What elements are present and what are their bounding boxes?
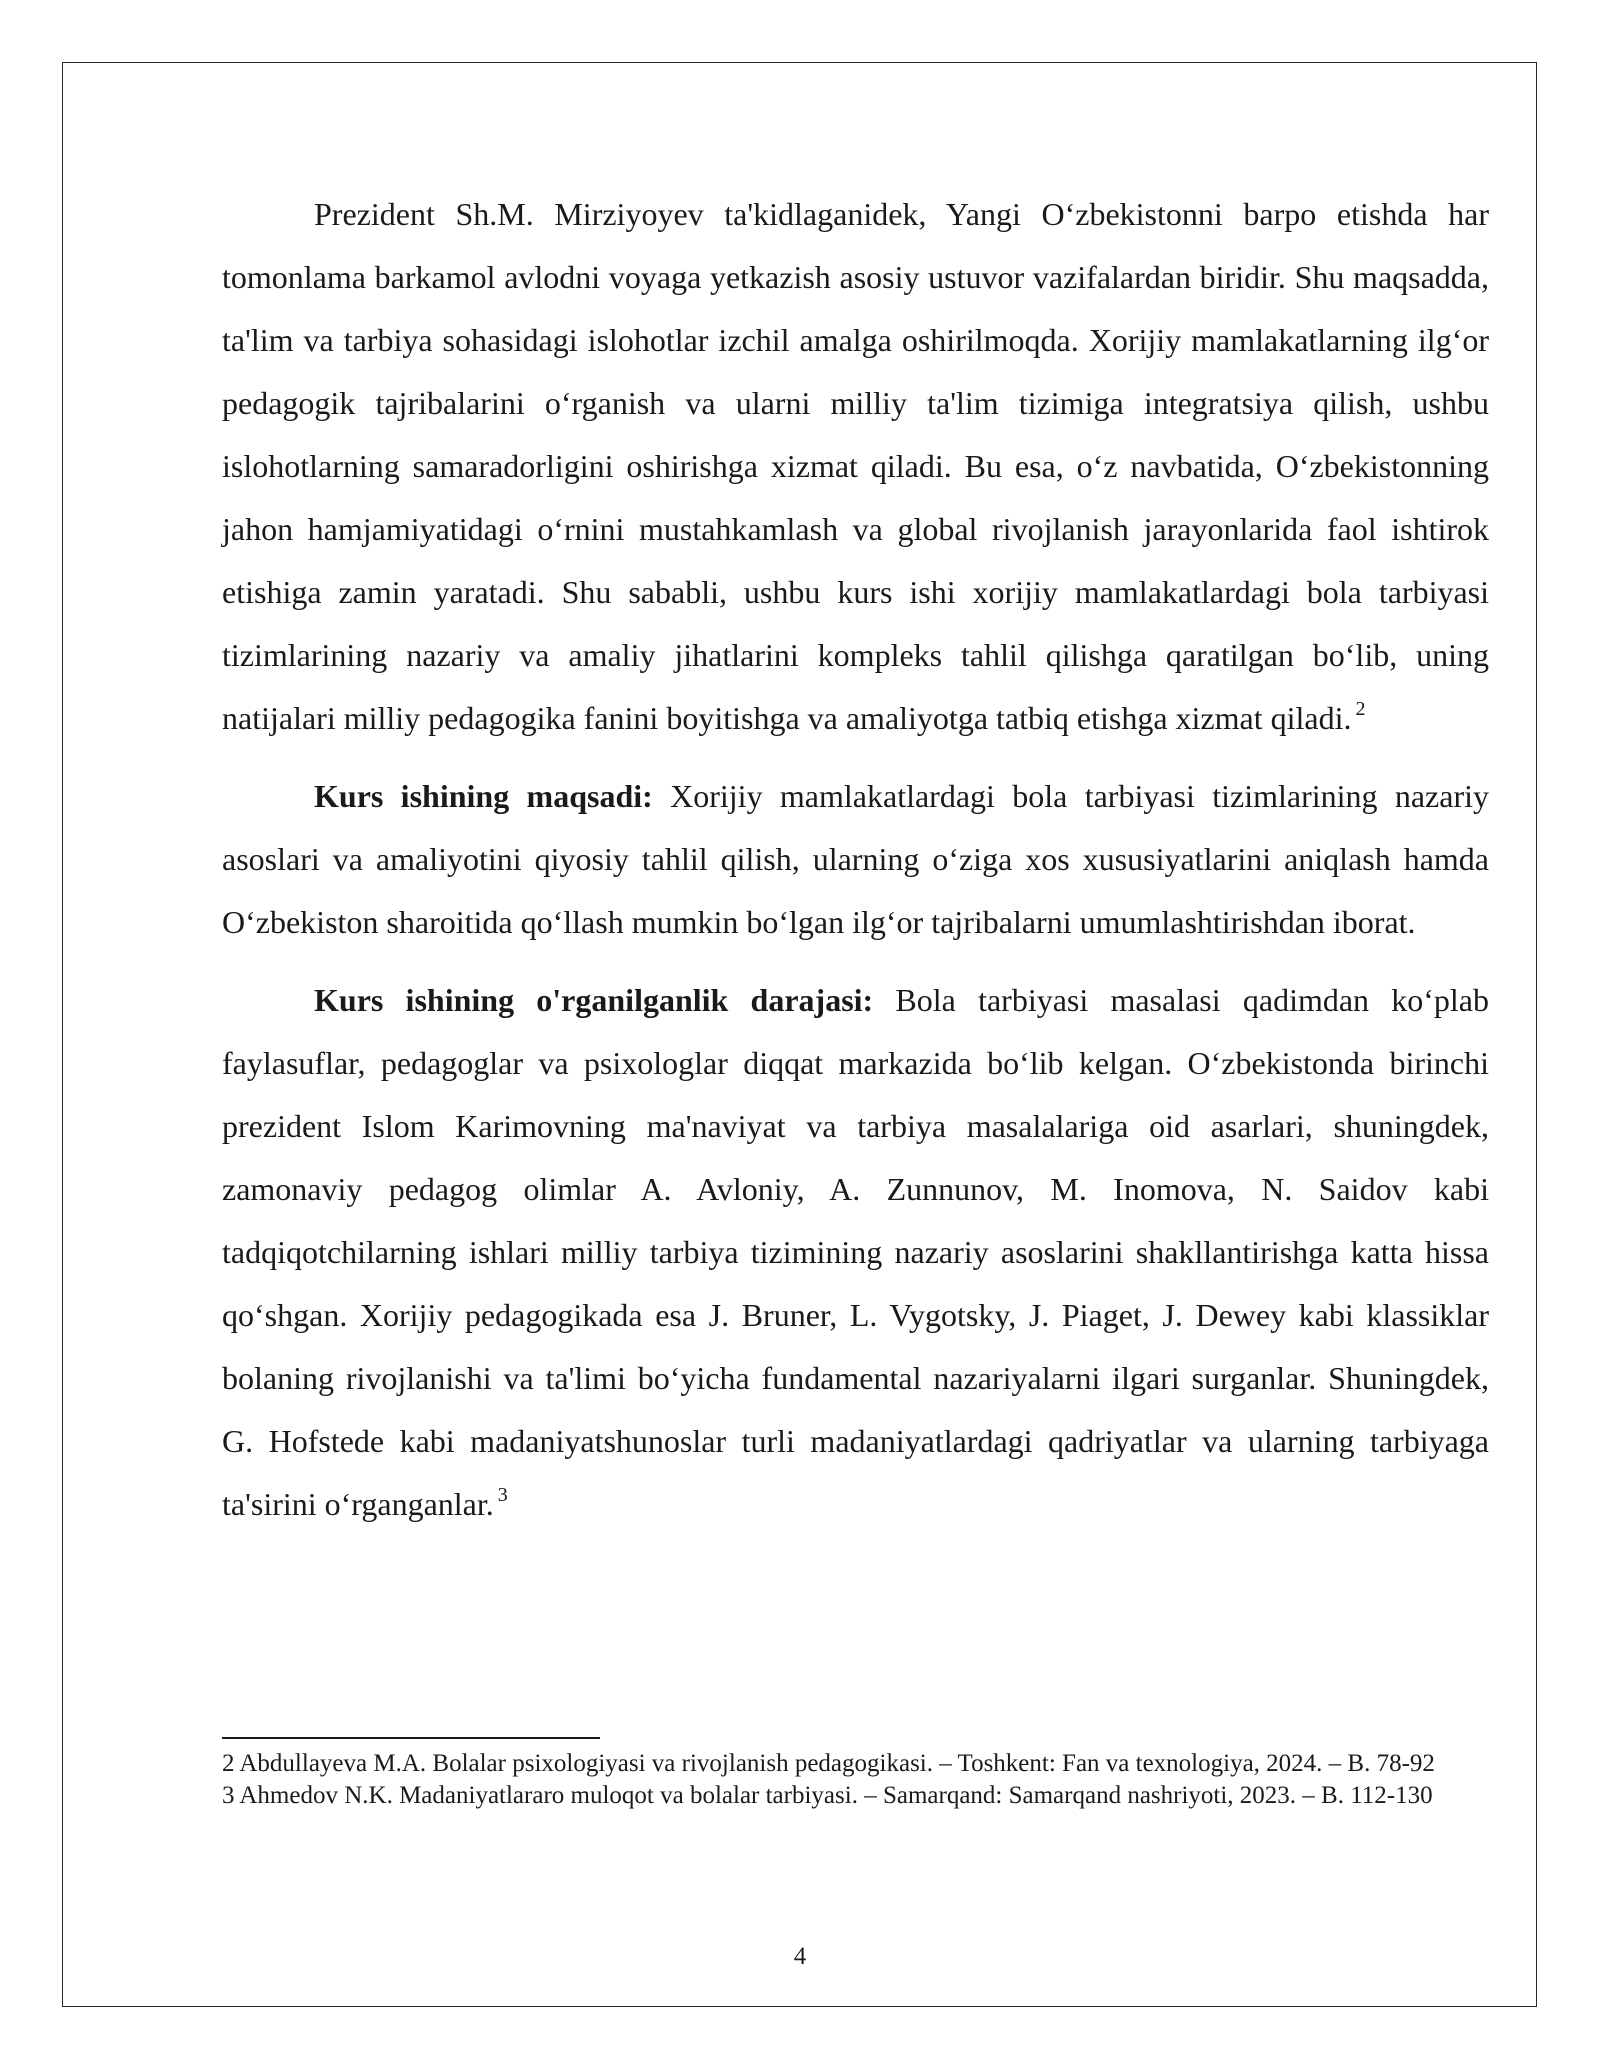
paragraph-text: Prezident Sh.M. Mirziyoyev ta'kidlaganidek, Yangi O‘zbekistonni barpo etishda har tomonlama barkamol avlodni voyaga yetkazish asosiy ustuvor vazifalardan biridir. Shu maqsadda, ta'lim va tarbiya sohasidagi islohotlar izchil amalga oshirilmoqda. Xorijiy mamlakatlarning ilg‘or pedagogik tajribalarini o‘rganish va ularni milliy ta'lim tizimiga integratsiya qilish, ushbu islohotlarning samaradorligini oshirishga xizmat qiladi. Bu esa, o‘z navbatida, O‘zbekistonning jahon hamjamiyatidagi o‘rnini mustahkamlash va global rivojlanish jarayonlarida faol ishtirok etishiga zamin yaratadi. Shu sababli, ushbu kurs ishi xorijiy mamlakatlardagi bola tarbiyasi tizimlarining nazariy va amaliy jihatlarini kompleks tahlil qilishga qaratilgan bo‘lib, uning natijalari milliy pedagogika fanini boyitishga va amaliyotga tatbiq etishga xizmat qiladi. [222,196,1489,736]
paragraph-study-level [222,969,1489,1536]
paragraph-lead: Kurs ishining o'rganilganlik darajasi: [314,982,874,1018]
footnotes [222,1748,1489,1812]
paragraph-text: Xorijiy mamlakatlardagi bola tarbiyasi tizimlarining nazariy asoslari va amaliyotini qiyosiy tahlil qilish, ularning o‘ziga xos xususiyatlarini aniqlash hamda O‘zbekiston sharoitida qo‘llash mumkin bo‘lgan ilg‘or tajribalarni umumlashtirishdan iborat. [222,778,1490,940]
footnote-item: 2 Abdullayeva M.A. Bolalar psixologiyasi va rivojlanish pedagogikasi. – Toshkent: Fan va texnologiya, 2024. – B. 78-92 [222,1750,1435,1777]
paragraph-text: Bola tarbiyasi masalasi qadimdan ko‘plab faylasuflar, pedagoglar va psixologlar diqqat markazida bo‘lib kelgan. O‘zbekistonda birinchi prezident Islom Karimovning ma'naviyat va tarbiya masalalariga oid asarlari, shuningdek, zamonaviy pedagog olimlar A. Avloniy, A. Zunnunov, M. Inomova, N. Saidov kabi tadqiqotchilarning ishlari milliy tarbiya tizimining nazariy asoslarini shakllantirishga katta hissa qo‘shgan. Xorijiy pedagogikada esa J. Bruner, L. Vygotsky, J. Piaget, J. Dewey kabi klassiklar bolaning rivojlanishi va ta'limi bo‘yicha fundamental nazariyalarni ilgari surganlar. Shuningdek, G. Hofstede kabi madaniyatshunoslar turli madaniyatlardagi qadriyatlar va ularning tarbiyaga ta'sirini o‘rganganlar. [222,982,1490,1522]
page-number: 4 [793,1943,807,1970]
footnote-separator [222,1737,600,1739]
footnote-reference[interactable]: 3 [497,1484,508,1506]
paragraph-introduction [222,183,1489,750]
footnote-reference[interactable]: 2 [1355,698,1366,720]
paragraph-lead: Kurs ishining maqsadi: [314,778,653,814]
paragraph-goal [222,765,1489,954]
document-body [222,183,1489,1536]
footnote-item: 3 Ahmedov N.K. Madaniyatlararo muloqot va bolalar tarbiyasi. – Samarqand: Samarqand nashriyoti, 2023. – B. 112-130 [222,1782,1433,1809]
